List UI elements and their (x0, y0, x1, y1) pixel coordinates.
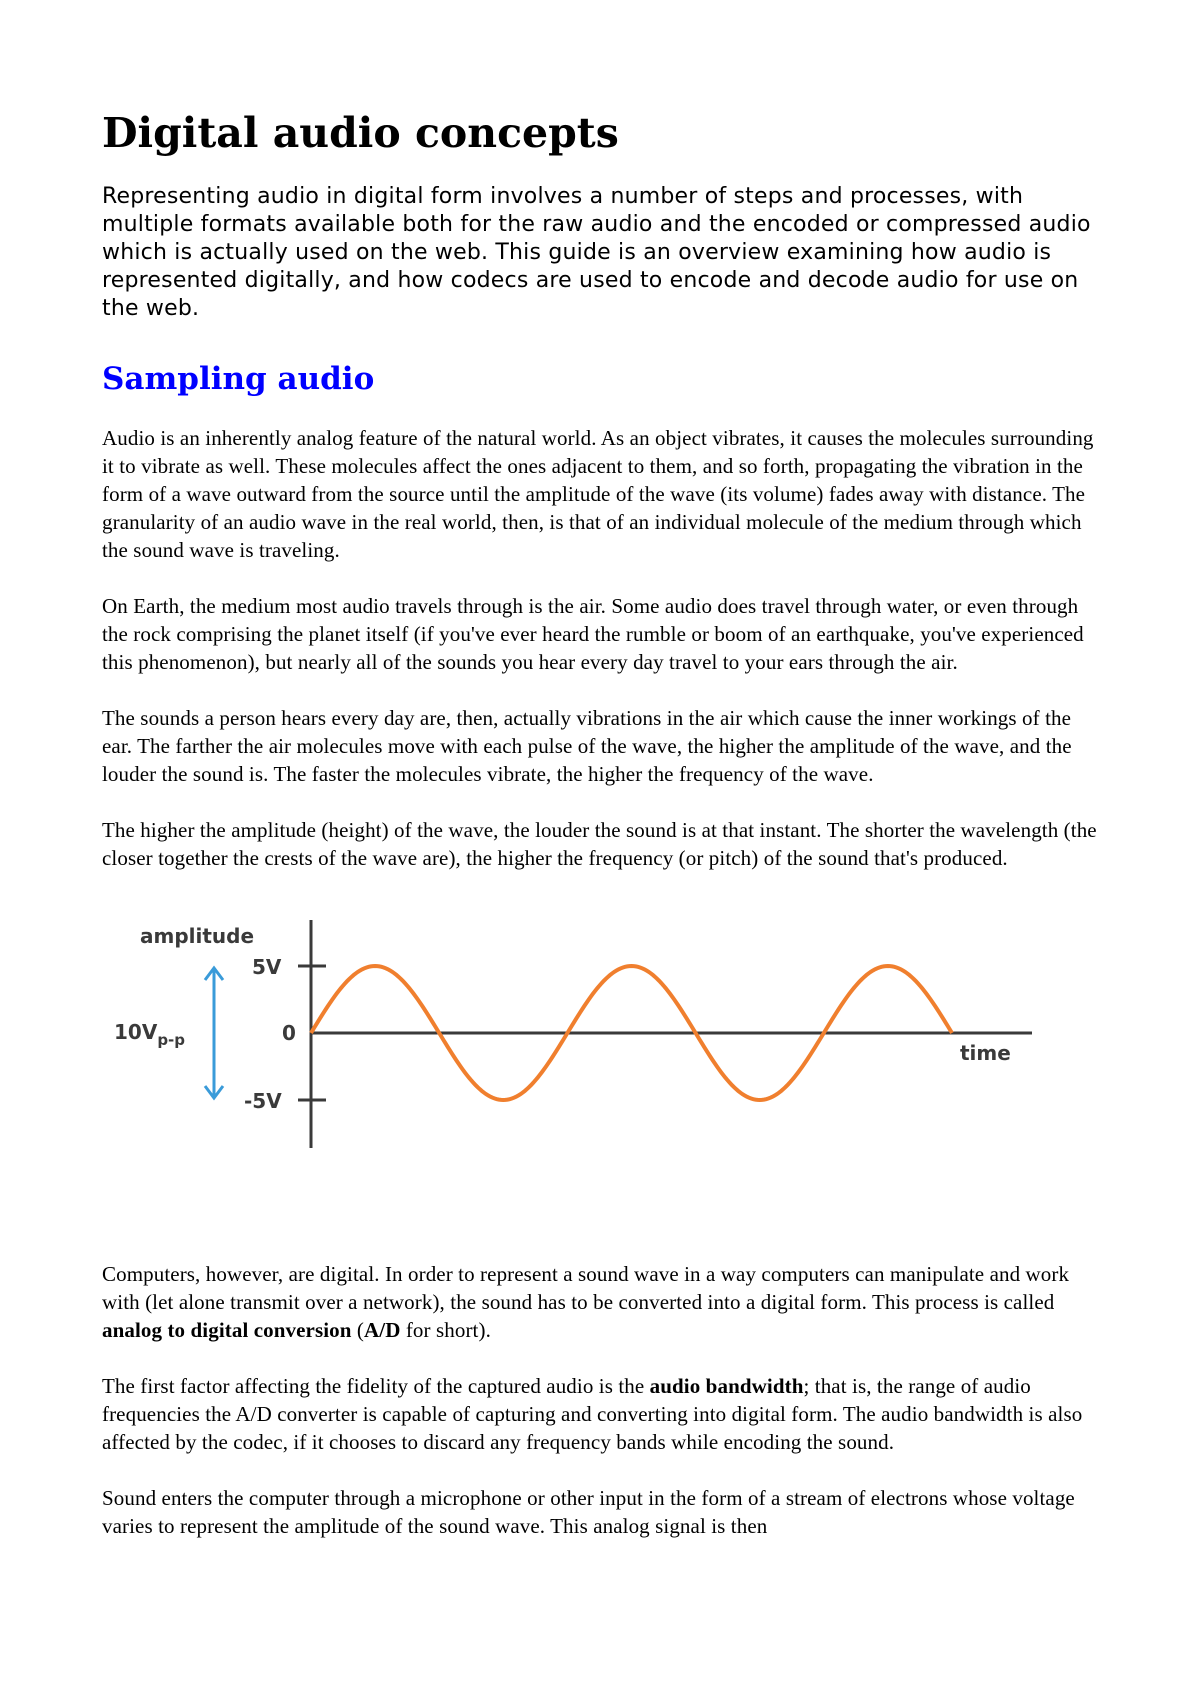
body-paragraph-bandwidth (102, 1372, 1102, 1456)
intro-paragraph: Representing audio in digital form involves a number of steps and processes, with multiple formats available both for the raw audio and the encoded or compressed audio which is actually used on the web. This guide is an overview examining how audio is represented digitally, and how codecs are used to encode and decode audio for use on the web. (102, 184, 1091, 322)
body-paragraph-ad-conversion (102, 1260, 1102, 1344)
tick-mid-label: 0 (282, 1020, 296, 1045)
document-page (102, 108, 1102, 1568)
ad-abbrev-bold: A/D (364, 1317, 401, 1342)
amplitude-wave-figure (102, 900, 1102, 1260)
wave-diagram (102, 900, 1102, 1260)
body-paragraph-last: Sound enters the computer through a microphone or other input in the form of a stream of electrons whose voltage varies to represent the amplitude of the sound wave. This analog signal is then (102, 1485, 1075, 1538)
bandwidth-text-post: ; that is, the range of audio frequencies the A/D converter is capable of capturing and converting into digital form. The audio bandwidth is also affected by the codec, if it chooses to discard any frequency bands while encoding the sound. (102, 1373, 1083, 1454)
ad-text-pre: Computers, however, are digital. In order to represent a sound wave in a way computers can manipulate and work with (let alone transmit over a network), the sound has to be converted into a digital form. This process is called (102, 1261, 1070, 1314)
span-label (114, 1020, 185, 1049)
body-paragraph-1: Audio is an inherently analog feature of the natural world. As an object vibrates, it causes the molecules surrounding it to vibrate as well. These molecules affect the ones adjacent to them, and so forth, propagating the vibration in the form of a wave outward from the source until the amplitude of the wave (its volume) fades away with distance. The granularity of an audio wave in the real world, then, is that of an individual molecule of the medium through which the sound wave is traveling. (102, 425, 1094, 562)
body-paragraph-3: The sounds a person hears every day are, then, actually vibrations in the air which cause the inner workings of the ear. The farther the air molecules move with each pulse of the wave, the higher the amplitude of the wave, and the louder the sound is. The faster the molecules vibrate, the higher the frequency of the wave. (102, 705, 1072, 786)
ad-term-bold: analog to digital conversion (102, 1317, 352, 1342)
tick-top-label: 5V (252, 954, 282, 979)
x-axis-label: time (960, 1040, 1011, 1065)
span-label-sub: p-p (157, 1030, 186, 1049)
bandwidth-text-pre: The first factor affecting the fidelity of the captured audio is the (102, 1373, 650, 1398)
page-title: Digital audio concepts (102, 109, 619, 157)
y-axis-label: amplitude (140, 923, 255, 948)
ad-text-post: for short). (400, 1317, 491, 1342)
bandwidth-term-bold: audio bandwidth (649, 1373, 804, 1398)
body-paragraph-2: On Earth, the medium most audio travels through is the air. Some audio does travel through water, or even through the rock comprising the planet itself (if you've ever heard the rumble or boom of an earthquake, you've experienced this phenomenon), but nearly all of the sounds you hear every day travel to your ears through the air. (102, 593, 1084, 674)
span-label-main: 10V (114, 1019, 158, 1044)
ad-text-mid: ( (351, 1317, 365, 1342)
tick-bottom-label: -5V (244, 1088, 282, 1113)
body-paragraph-4: The higher the amplitude (height) of the wave, the louder the sound is at that instant. The shorter the wavelength (the closer together the crests of the wave are), the higher the frequency (or pitch) of the sound that's produced. (102, 817, 1097, 870)
section-heading-sampling-audio: Sampling audio (102, 361, 375, 398)
